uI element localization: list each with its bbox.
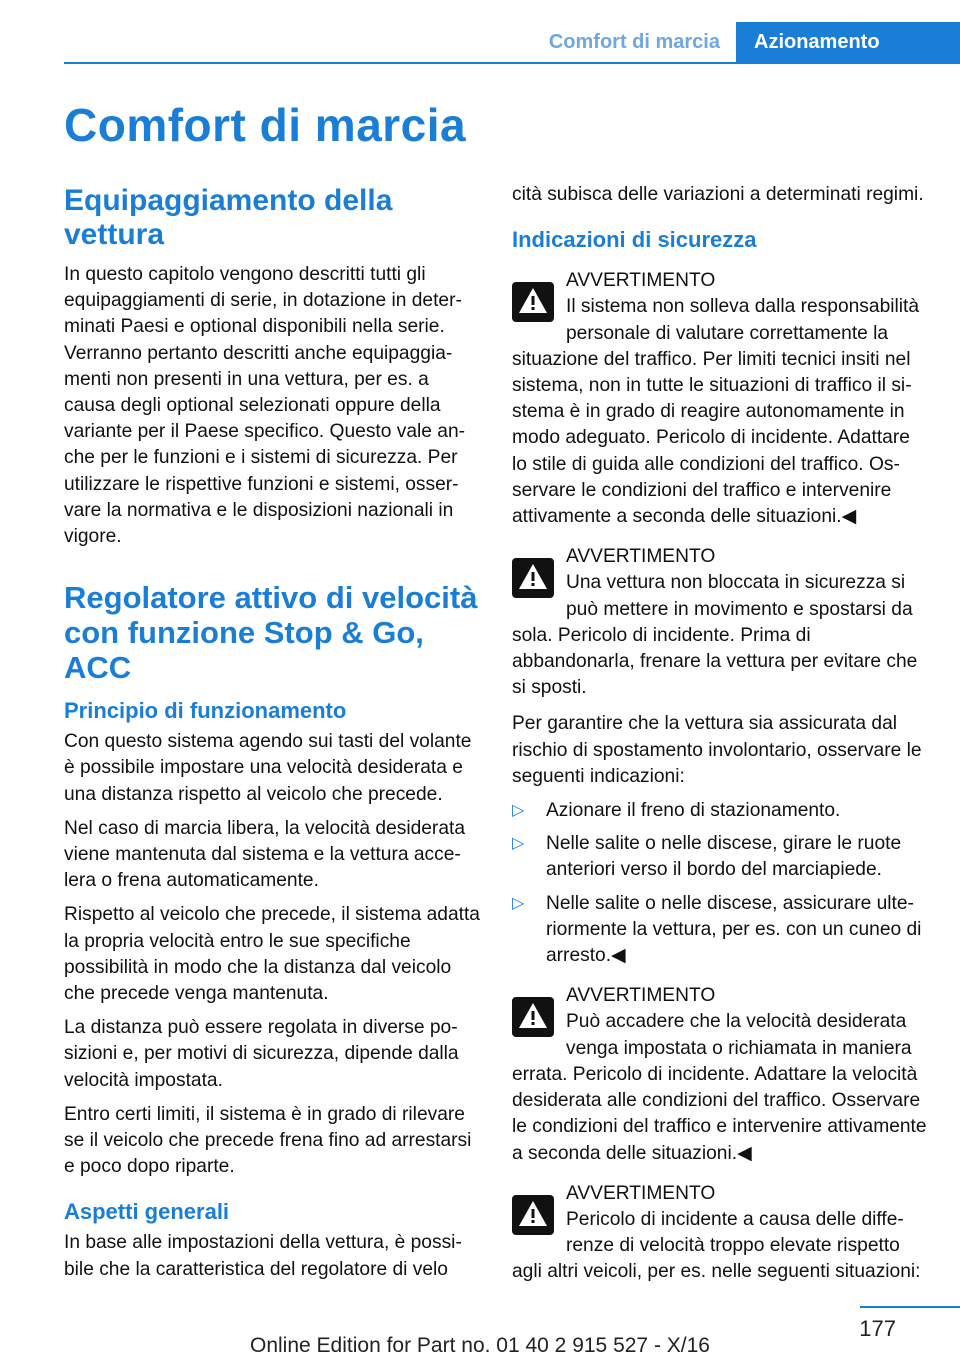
list-item bbox=[512, 798, 928, 824]
right-column bbox=[512, 182, 928, 1296]
list-item-text: Nelle salite o nelle discese, assicurare ulteriormente la vettura, per es. con un cuneo di arresto.◀ bbox=[546, 892, 922, 967]
heading-acc: Regolatore attivo di velocità con funzione Stop & Go, ACC bbox=[64, 580, 478, 686]
warning-block-3 bbox=[512, 983, 928, 1166]
warning-title: AVVERTIMENTO bbox=[566, 985, 716, 1007]
warning-block-2 bbox=[512, 544, 928, 701]
warning-text: Il sistema non solleva dalla responsabilità personale di valutare correttamente la situazione del traffico. Per limiti tecnici insiti nel sistema, non in tutte le situazioni di traffico il sistema è in grado di reagire autonomamente in modo adeguato. Pericolo di incidente. Adattare lo stile di guida alle condizioni del traffico. Osservare le condizioni del traffico e intervenire attivamente a seconda delle situazioni.◀ bbox=[512, 296, 920, 528]
list-item bbox=[512, 831, 928, 883]
warning-triangle-icon bbox=[512, 282, 554, 322]
warning-title: AVVERTIMENTO bbox=[566, 1182, 716, 1204]
warning-text: Pericolo di incidente a causa delle differenze di velocità troppo elevate rispetto agli altri veicoli, per es. nelle seguenti situazioni: bbox=[512, 1208, 921, 1283]
paragraph-continuation: cità subisca delle variazioni a determinati regimi. bbox=[512, 184, 924, 205]
paragraph-garantire: Per garantire che la vettura sia assicurata dal rischio di spostamento involontario, osservare le seguenti indicazioni: bbox=[512, 713, 922, 787]
left-column bbox=[64, 184, 480, 1291]
bullet-list bbox=[512, 798, 928, 969]
bullet-arrow-icon: ▷ bbox=[512, 835, 525, 853]
warning-triangle-icon bbox=[512, 1195, 554, 1235]
warning-triangle-icon bbox=[512, 558, 554, 598]
warning-title: AVVERTIMENTO bbox=[566, 270, 716, 292]
paragraph-principio-4: La distanza può essere regolata in diverse posizioni e, per motivi di sicurezza, dipende dalla velocità impostata. bbox=[64, 1017, 459, 1091]
footer-divider bbox=[860, 1306, 960, 1308]
list-item-text: Azionare il freno di stazionamento. bbox=[546, 800, 841, 822]
paragraph-equipaggiamento: In questo capitolo vengono descritti tutti gli equipaggiamenti di serie, in dotazione in determinati Paesi e optional disponibili nella serie. Verranno pertanto descritti anche equipaggiamenti non presenti in una vettura, per es. a causa degli optional selezionati oppure della variante per il Paese specifico. Questo vale anche per le funzioni e i sistemi di sicurezza. Per utilizzare le rispettive funzioni e sistemi, osservare la normativa e le disposizioni nazionali in vigore. bbox=[64, 264, 466, 548]
warning-text: Una vettura non bloccata in sicurezza si può mettere in movimento e spostarsi da sola. Pericolo di incidente. Prima di abbandonarla, frenare la vettura per evitare che si sposti. bbox=[512, 572, 918, 699]
paragraph-principio-3: Rispetto al veicolo che precede, il sistema adatta la propria velocità entro le sue specifiche possibilità in modo che la distanza dal veicolo che precede venga mantenuta. bbox=[64, 904, 480, 1005]
warning-text: Può accadere che la velocità desiderata venga impostata o richiamata in maniera errata. Pericolo di incidente. Adattare la velocità desiderata alle condizioni del traffico. Osservare le condizioni del traffico e intervenire attivamente a seconda delle situazioni.◀ bbox=[512, 1011, 927, 1164]
list-item bbox=[512, 891, 928, 970]
heading-aspetti: Aspetti generali bbox=[64, 1199, 230, 1225]
warning-block-4 bbox=[512, 1181, 928, 1286]
list-item-text: Nelle salite o nelle discese, girare le ruote anteriori verso il bordo del marciapiede. bbox=[546, 833, 902, 881]
paragraph-aspetti: In base alle impostazioni della vettura, è possibile che la caratteristica del regolatore di velo bbox=[64, 1232, 462, 1280]
heading-sicurezza: Indicazioni di sicurezza bbox=[512, 227, 757, 253]
bullet-arrow-icon: ▷ bbox=[512, 802, 525, 820]
paragraph-principio-5: Entro certi limiti, il sistema è in grado di rilevare se il veicolo che precede frena fino ad arrestarsi e poco dopo riparte. bbox=[64, 1103, 472, 1178]
paragraph-principio-2: Nel caso di marcia libera, la velocità desiderata viene mantenuta dal sistema e la vettura accelera o frena automaticamente. bbox=[64, 817, 465, 892]
header-section-tab[interactable]: Comfort di marcia bbox=[548, 31, 720, 53]
heading-equipaggiamento: Equipaggiamento della vettura bbox=[64, 184, 393, 251]
page-title: Comfort di marcia bbox=[64, 99, 467, 151]
warning-triangle-icon bbox=[512, 997, 554, 1037]
header-chapter-tab[interactable]: Azionamento bbox=[736, 22, 960, 62]
warning-title: AVVERTIMENTO bbox=[566, 546, 716, 568]
page-number: 177 bbox=[859, 1316, 896, 1341]
footer-edition: Online Edition for Part no. 01 40 2 915 527 - X/16 bbox=[250, 1334, 710, 1357]
paragraph-principio-1: Con questo sistema agendo sui tasti del volante è possibile impostare una velocità desiderata e una distanza rispetto al veicolo che precede. bbox=[64, 731, 472, 805]
heading-principio: Principio di funzionamento bbox=[64, 698, 347, 724]
warning-block-1 bbox=[512, 268, 928, 530]
bullet-arrow-icon: ▷ bbox=[512, 894, 525, 912]
